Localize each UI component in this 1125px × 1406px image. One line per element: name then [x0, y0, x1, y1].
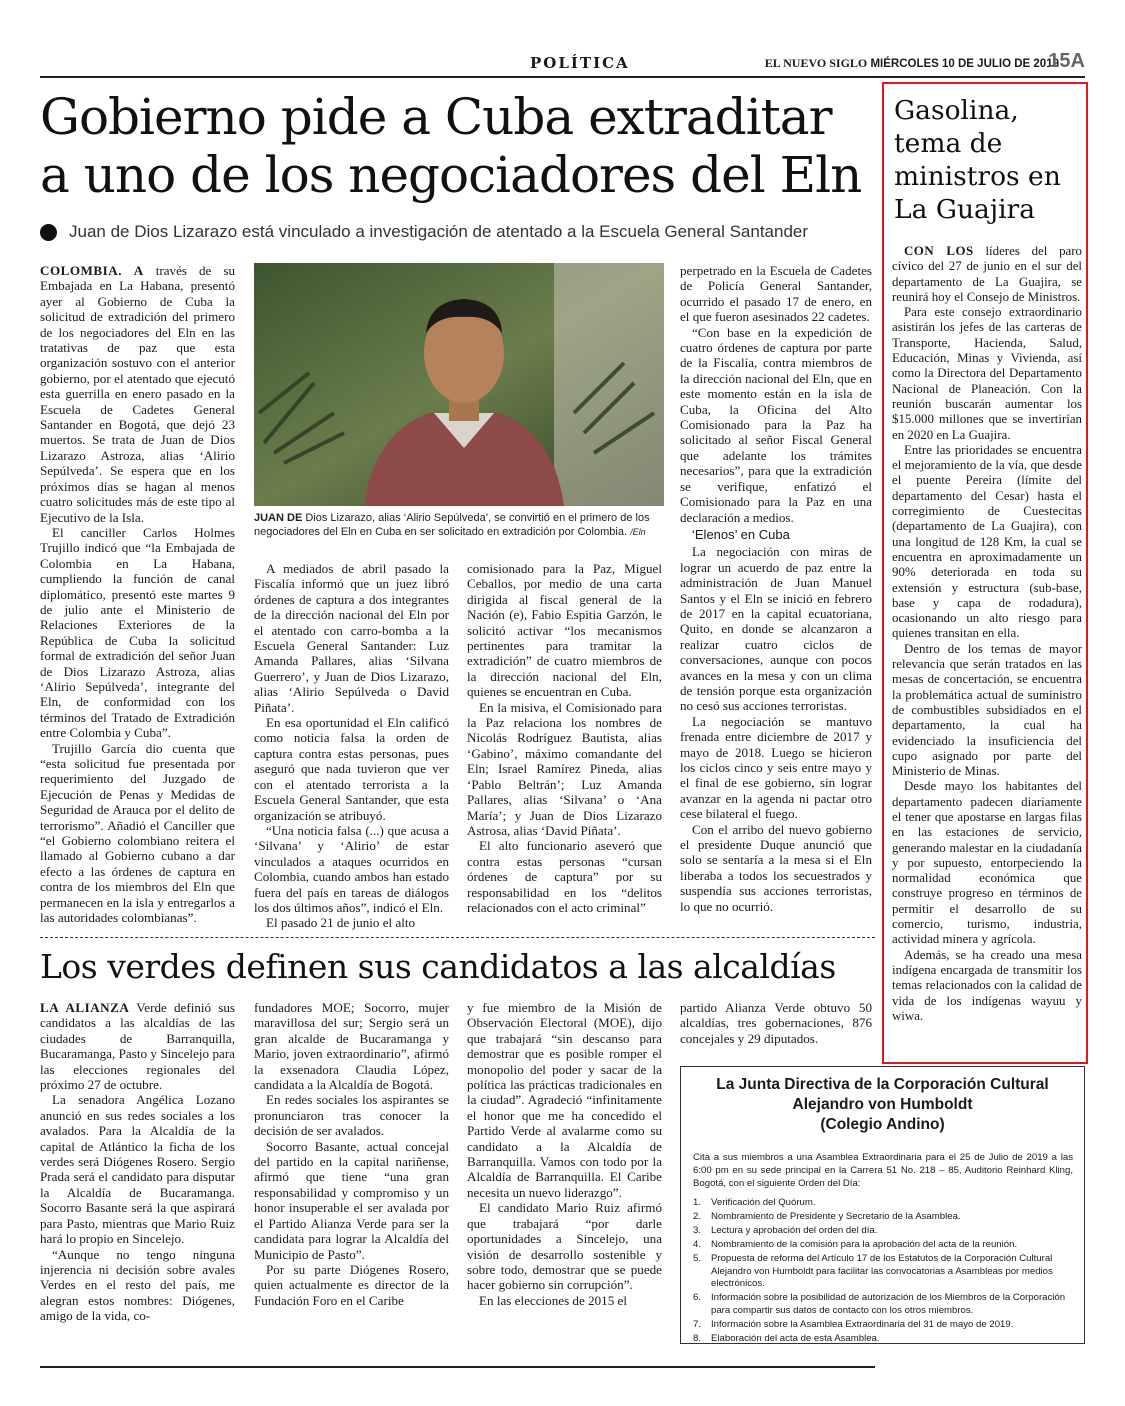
agenda-item-text: Información sobre la Asamblea Extraordinaria del 31 de mayo de 2019.: [711, 1318, 1014, 1330]
agenda-item-number: 8.: [693, 1332, 702, 1344]
bullet-icon: [40, 224, 57, 241]
main-headline-line2: a uno de los negociadores del Eln: [40, 146, 862, 204]
story1-column-3: [467, 561, 662, 931]
main-headline-line1: Gobierno pide a Cuba extraditar: [40, 88, 832, 146]
paper-info: [765, 56, 1059, 71]
story1-col3-para1: comisionado para la Paz, Miguel Ceballos, por medio de una carta dirigida al fiscal general de la Nación (e), Fabio Espitia Garzón, le solicitó activar “los mecanismos pertinentes para tramitar la extradición” de cuatro miembros de la dirección nacional del Eln, quienes se encuentran en Cuba.: [467, 561, 662, 700]
photo-caption-text: Dios Lizarazo, alias ‘Alirio Sepúlveda’, se convirtió en el primero de los negociadores del Eln en Cuba en ser solicitado en extradición por Colombia.: [254, 512, 650, 538]
story-divider: [40, 937, 875, 938]
story2-col2-para2: En redes sociales los aspirantes se pronunciaron tras conocer la decisión de ser avalados.: [254, 1092, 449, 1139]
story1-kicker: COLOMBIA. A: [40, 263, 144, 278]
story1-col4-para2: “Con base en la expedición de cuatro órdenes de captura por parte de la Fiscalía, contra miembros de la dirección nacional del Eln, que en este momento están en la isla de Cuba, la Oficina del Alto Comisionado para la Paz ha solicitado al señor Fiscal General que adelante los trámites necesarios”, para que la extradición se verifique, enfatizó el Comisionado para la Paz en una declaración a medios.: [680, 324, 872, 525]
sidebar-kicker: CON LOS: [904, 244, 974, 258]
sidebar-para4: Dentro de los temas de mayor relevancia que serán tratados en las mesas de concertación, se encuentra la problemática actual de suministro de combustibles subsidiados en el departamento, la cual ha evidenciado la insuficiencia del cupo asignado por parte del Ministerio de Minas.: [892, 641, 1082, 779]
story2-col1-para1: [40, 1000, 235, 1092]
story2-col2-para4: Por su parte Diógenes Rosero, quien actualmente es director de la Fundación Foro en el Caribe: [254, 1261, 449, 1308]
sidebar-para1-text: líderes del paro cívico del 27 de junio en el sur del departamento de La Guajira, se reunirá hoy el Consejo de Ministros.: [892, 244, 1082, 304]
agenda-list: [693, 1197, 1073, 1347]
story2-col1-para2: La senadora Angélica Lozano anunció en sus redes sociales a los avalados. Para la Alcaldía de la capital de Atlántico la ficha de los verdes será Diógenes Rosero. Sergio Prada será el candidato para disputar la Alcaldía de Bucaramanga. Socorro Basante será la que aspirará para Pasto, mientras que Mario Ruiz hará lo propio en Sincelejo.: [40, 1092, 235, 1247]
agenda-item: [693, 1239, 1073, 1252]
story2-col4-para1: partido Alianza Verde obtuvo 50 alcaldías, tres gobernaciones, 876 concejales y 29 diputados.: [680, 1000, 872, 1046]
sidebar-guajira: [882, 82, 1088, 1064]
agenda-item-text: Nombramiento de la comisión para la aprobación del acta de la reunión.: [711, 1239, 1018, 1250]
story2-col3-para3: En las elecciones de 2015 el: [479, 1292, 627, 1308]
story1-col4-para4: La negociación se mantuvo frenada entre diciembre de 2017 y mayo de 2018. Luego se hicieron los ciclos cinco y seis entre mayo y el final de ese gobierno, sin lograr avanzar en la agenda ni pactar otro cese bilateral el fuego.: [680, 713, 872, 822]
notice-title: [681, 1075, 1084, 1135]
agenda-item: [693, 1333, 1073, 1346]
story2-col2-para3: Socorro Basante, actual concejal del partido en la capital nariñense, afirmó que tiene “una gran responsabilidad y compromiso y un honor insuperable el ser avalada por el Partido Alianza Verde para ser la candidata para lograr la Alcaldía del Municipio de Pasto”.: [254, 1138, 449, 1262]
story1-col2-para4: El pasado 21 de junio el alto: [266, 915, 416, 931]
story2-column-3: [467, 1000, 662, 1364]
story1-col2-para1: A mediados de abril pasado la Fiscalía informó que un juez libró órdenes de captura a dos integrantes de la dirección nacional del Eln por el atentado con carro-bomba a la Escuela General Santander: Luz Amanda Pallares, alias ‘Silvana Guerrero’, y Juan de Dios Lizarazo, alias ‘Alirio Sepúlveda o David Piñata’.: [254, 561, 449, 715]
story1-col1-para3: Trujillo García dio cuenta que “esta solicitud fue presentada por requerimiento del Juzgado de Ejecución de Penas y Medidas de Seguridad de Arauca por el delito de terrorismo”. Añadió el Canciller que “el Gobierno colombiano reitera el llamado al Gobierno cubano a dar efecto a las órdenes de captura en contra de los miembros del Eln que permanecen en la isla y entregarlos a las autoridades colombianas”.: [40, 740, 235, 926]
story2-column-4: [680, 1000, 872, 1060]
story1-col1-para1-text: través de su Embajada en La Habana, presentó ayer al Gobierno de Cuba la solicitud de extradición del primero de los negociadores del Eln en las tratativas de paz que esta organización sostuvo con el anterior gobierno, por el atentado que ejecutó esta guerrilla en enero pasado en la Escuela de Cadetes General Santander en Bogotá, que dejó 23 muertos. Se trata de Juan de Dios Lizarazo Astroza, alias ‘Alirio Sepúlveda’. Se espera que en los próximos días se hagan al menos cuatro solicitudes más de este tipo al Ejecutivo de la Isla.: [40, 263, 235, 525]
story1-col1-para1: [40, 263, 235, 525]
agenda-item: [693, 1292, 1073, 1317]
story1-col3-para2: En la misiva, el Comisionado para la Paz relaciona los nombres de Nicolás Rodríguez Bautista, alias ‘Gabino’, máximo comandante del Eln; Israel Ramírez Pineda, alias ‘Pablo Beltrán’; Luz Amanda Pallares, alias ‘Silvana’ o ‘Ana María’; y Juan de Dios Lizarazo Astrosa, alias ‘David Piñata’.: [467, 699, 662, 838]
story2-col2-para1: fundadores MOE; Socorro, mujer maravillosa del sur; Sergio será un gran alcalde de Bucaramanga y Mario, joven extraordinario”, afirmó la exsenadora Claudia López, candidata a la Alcaldía de Bogotá.: [254, 1000, 449, 1093]
agenda-item-text: Información sobre la posibilidad de autorización de los Miembros de la Corporación para compartir sus datos de contacto con los otros miembros.: [711, 1292, 1066, 1316]
story1-col4-subhead: ‘Elenos’ en Cuba: [692, 526, 790, 542]
main-subhead-text: Juan de Dios Lizarazo está vinculado a investigación de atentado a la Escuela General Santander: [69, 222, 809, 241]
agenda-item: [693, 1319, 1073, 1332]
story1-col4-para1: perpetrado en la Escuela de Cadetes de Policía General Santander, ocurrido el pasado 17 de enero, en el que fueron asesinados 22 cadetes.: [680, 263, 872, 325]
sidebar-para6: Además, se ha creado una mesa indígena encargada de transmitir los temas relacionados con la calidad de vida de los indígenas wayuu y wiwa.: [892, 947, 1082, 1023]
main-subhead: [40, 222, 808, 242]
story2-kicker: LA ALIANZA: [40, 1000, 130, 1015]
story1-col2-para2: En esa oportunidad el Eln calificó como noticia falsa la orden de captura contra estas personas, pues aseguró que nada tuvieron que ver con el atentado terrorista a la Escuela General Santander, que esta organización se atribuyó.: [254, 715, 449, 823]
assembly-notice: [680, 1066, 1085, 1344]
story1-col2-para3: “Una noticia falsa (...) que acusa a ‘Silvana’ y ‘Alirio’ de estar vinculados a ataques ocurridos en Colombia, cuando ambos han estado fuera del país en tareas de diálogos los dos últimos años”, indicó el Eln.: [254, 822, 449, 915]
agenda-item: [693, 1211, 1073, 1224]
notice-title-line3: (Colegio Andino): [820, 1116, 945, 1133]
agenda-item-text: Nombramiento de Presidente y Secretario de la Asamblea.: [711, 1211, 961, 1222]
agenda-item-text: Elaboración del acta de esta Asamblea.: [711, 1332, 880, 1344]
story1-column-4: [680, 263, 872, 931]
section-name: POLÍTICA: [530, 54, 630, 72]
issue-date: MIÉRCOLES 10 DE JULIO DE 2019: [870, 58, 1059, 70]
agenda-item-number: 7.: [693, 1318, 702, 1330]
story2-column-2: [254, 1000, 449, 1364]
photo-credit: /Eln: [630, 526, 646, 537]
agenda-item: [693, 1225, 1073, 1238]
notice-title-line2: Alejandro von Humboldt: [792, 1096, 973, 1113]
story2-col3-para2: El candidato Mario Ruiz afirmó que trabajará “por darle oportunidades a Sincelejo, una visión de desarrollo sostenible y sobre todo, demostrar que se puede hacer gobierno sin corrupción”.: [467, 1200, 662, 1293]
second-headline: Los verdes definen sus candidatos a las alcaldías: [40, 947, 836, 986]
sidebar-body: [892, 244, 1082, 1056]
notice-title-line1: La Junta Directiva de la Corporación Cultural: [716, 1076, 1049, 1093]
agenda-item-text: Propuesta de reforma del Artículo 17 de los Estatutos de la Corporación Cultural Alejandro von Humboldt para facilitar las convocatorias a Asambleas por medios electrónicos.: [711, 1253, 1053, 1289]
story1-column-1: [40, 263, 235, 931]
portrait-image: [254, 263, 664, 506]
agenda-item: [693, 1197, 1073, 1210]
story2-column-1: [40, 1000, 235, 1364]
agenda-item-number: 1.: [693, 1197, 702, 1208]
agenda-item-text: Verificación del Quórum.: [711, 1197, 816, 1208]
masthead: [40, 52, 1085, 78]
main-headline: [40, 88, 880, 204]
paper-name: EL NUEVO SIGLO: [764, 56, 868, 70]
agenda-item-number: 6.: [693, 1292, 702, 1303]
photo-caption: [254, 512, 664, 539]
sidebar-title: Gasolina, tema de ministros en La Guajira: [894, 95, 1061, 225]
lizarazo-photo: [254, 263, 664, 506]
agenda-item-number: 2.: [693, 1211, 702, 1222]
agenda-item-number: 3.: [693, 1225, 702, 1236]
story1-col4-para5: Con el arribo del nuevo gobierno el presidente Duque anunció que solo se sentaría a la mesa si el Eln liberaba a todos los secuestrados y suspendía sus acciones terroristas, lo que no ocurrió.: [680, 821, 872, 914]
photo-caption-lead: JUAN DE: [254, 512, 303, 524]
sidebar-para5: Desde mayo los habitantes del departamento padecen diariamente el tener que apostarse en largas filas en las estaciones de servicio, generando malestar en la ciudadanía y por supuesto, entorpeciendo la normalidad económica que construye progreso en términos de permitir el desarrollo de su comercio, turismo, industria, actividad minera y agrícola.: [892, 779, 1082, 947]
story2-col3-para1: y fue miembro de la Misión de Observación Electoral (MOE), dijo que trabajará “sin descanso para demostrar que es posible romper el monopolio del poder y sacar de la política las prácticas tradicionales en la ciudad”. Agradeció “infinitamente el honor que me ha concedido el Partido Verde al avalarme como su candidato a la Alcaldía de Barranquilla. Vamos con todo por la Alcaldía de Barranquilla. El Caribe necesita un nuevo liderazgo”.: [467, 1000, 662, 1200]
sidebar-para2: Para este consejo extraordinario asistirán los jefes de las carteras de Transporte, Hacienda, Salud, Educación, Minas y Vivienda, así como la Directora del Departamento Nacional de Planeación. Con la reunión buscarán aumentar los $15.000 millones que se invertirían en 2020 en La Guajira.: [892, 305, 1082, 442]
notice-intro: Cita a sus miembros a una Asamblea Extraordinaria para el 25 de Julio de 2019 a las 6:00 pm en su sede principal en la Carrera 51 No. 218 – 85, Auditorio Reinhard Kling, Bogotá, con el siguiente Orden del Día:: [693, 1152, 1073, 1189]
sidebar-para3: Entre las prioridades se encuentra el mejoramiento de la vía, que desde el puente Pereira (límite del departamento del Cesar) hasta el corregimiento de Cuestecitas (departamento de La Guajira), con una longitud de 128 Km, la cual se encuentra en aproximadamente un 90% deteriorada en toda su extensión y estructura (sub-base, base y capa de rodadura), ocasionando un alto riesgo para quienes transitan en ella.: [892, 442, 1082, 641]
story1-col1-para2: El canciller Carlos Holmes Trujillo indicó que “la Embajada de Colombia en La Habana, cumpliendo la función de canal diplomático, presentó este martes 9 de julio ante el Ministerio de Relaciones Exteriores de la República de Cuba la solicitud formal de extradición del señor Juan de Dios Lizarazo Astroza, alias ‘Alirio Sepúlveda’, integrante del Eln, de conformidad con los términos del Tratado de Extradición entre Colombia y Cuba”.: [40, 524, 235, 741]
agenda-item-number: 4.: [693, 1239, 702, 1250]
story1-column-2: [254, 561, 449, 931]
story1-col4-para3: La negociación con miras de lograr un acuerdo de paz entre la administración de Juan Manuel Santos y el Eln se inició en febrero de 2017 en la capital ecuatoriana, Quito, en donde se alcanzaron a realizar cuatro ciclos de conversaciones, aunque con pocos avances en la mesa y con un clima de tensión porque esta organización no cesó sus acciones terroristas.: [680, 544, 872, 714]
page-number: 15A: [1048, 50, 1085, 72]
agenda-item-text: Lectura y aprobación del orden del día.: [711, 1225, 878, 1236]
agenda-item: [693, 1253, 1073, 1291]
story2-col1-para3: “Aunque no tengo ninguna injerencia ni decisión sobre avales Verdes en el resto del país, me alegran estos nombres: Diógenes, amigo de la vida, co-: [40, 1246, 235, 1324]
sidebar-para1: [892, 244, 1082, 305]
bottom-rule: [40, 1366, 875, 1368]
agenda-item-number: 5.: [693, 1253, 702, 1264]
story1-col3-para3: El alto funcionario aseveró que contra estas personas “cursan órdenes de captura” por su responsabilidad en los “delitos relacionados con el acto criminal”: [467, 838, 662, 915]
story2-col1-para1-text: Verde definió sus candidatos a las alcaldías de las ciudades de Barranquilla, Bucaramanga, Pasto y Sincelejo para las elecciones regionales del próximo 27 de octubre.: [40, 1000, 235, 1093]
